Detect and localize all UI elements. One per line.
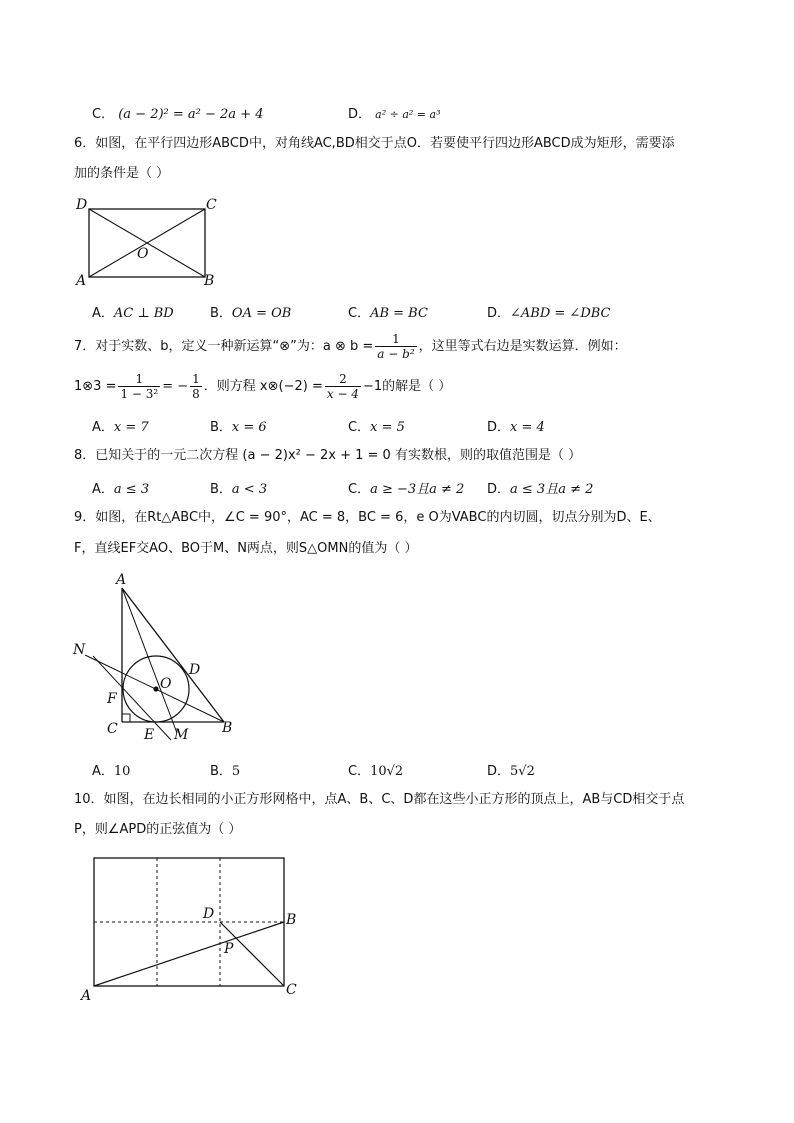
q7-ex-denominator: 1 − 3²	[120, 387, 159, 401]
q7-example-c: ．则方程 x⊗(−2) =	[203, 379, 323, 394]
q6-option-b-text: OA = OB	[231, 306, 292, 321]
q6-option-a-label: A．	[92, 306, 114, 321]
q7-option-b-text: x = 6	[231, 420, 267, 435]
q9-option-d-label: D．	[487, 764, 511, 779]
q8-stem: 8．已知关于的一元二次方程 (a − 2)x² − 2x + 1 = 0 有实数根，则的取值范围是（ ）	[74, 448, 582, 463]
q9-option-c-label: C．	[348, 764, 371, 779]
q8-option-c-label: C．	[348, 482, 371, 497]
q6-option-c-label: C．	[348, 306, 371, 321]
q7-option-c-text: x = 5	[370, 420, 405, 435]
q8-option-b-text: a < 3	[231, 482, 268, 497]
q8-option-d-text: a ≤ 3且a ≠ 2	[510, 482, 594, 497]
q9-label-b: B	[222, 720, 233, 736]
q6-option-b-label: B．	[210, 306, 232, 321]
q10-stem-line-2: P，则∠APD的正弦值为（ ）	[74, 822, 242, 837]
q9-label-a: A	[116, 572, 127, 588]
q9-label-d: D	[189, 662, 201, 678]
q10-grid-border	[94, 858, 284, 986]
q7-example-b: = −	[162, 379, 189, 394]
q6-stem-line-2: 加的条件是（ ）	[74, 166, 170, 181]
q9-stem-line-2: F，直线EF交AO、BO于M、N两点，则S△OMN的值为（ ）	[74, 541, 418, 556]
q9-label-n: N	[73, 642, 86, 658]
q7-ex-numerator: 1	[135, 372, 144, 386]
q6-label-a: A	[76, 273, 87, 289]
q6-option-c-text: AB = BC	[370, 306, 428, 321]
q9-option-a-label: A．	[92, 764, 114, 779]
q9-option-d-text: 5√2	[510, 764, 535, 779]
q10-label-a: A	[81, 988, 92, 1004]
q9-option-b-label: B．	[210, 764, 232, 779]
q7-eq-numerator: 2	[339, 372, 347, 386]
q10-label-p: P	[224, 941, 234, 957]
q10-label-b: B	[286, 912, 297, 928]
q7-example-a: 1⊗3 =	[74, 379, 117, 394]
q10-stem-line-1: 10．如图，在边长相同的小正方形网格中，点A、B、C、D都在这些小正方形的顶点上，AB与CD相交于点	[74, 792, 685, 807]
q5-option-d-expr: a² ÷ a² = a³	[375, 108, 441, 121]
q5-option-c-expr: (a − 2)² = a² − 2a + 4	[118, 107, 264, 122]
q6-stem-line-1: 6．如图，在平行四边形ABCD中，对角线AC,BD相交于点O．若要使平行四边形ABCD成为矩形，需要添	[74, 136, 675, 151]
q5-option-d-label: D．	[348, 107, 372, 122]
q10-segment-ab	[94, 922, 284, 986]
q6-label-b: B	[204, 273, 215, 289]
q7-eq-denominator: x − 4	[326, 387, 359, 401]
q6-label-o: O	[137, 246, 149, 262]
q9-label-e: E	[144, 727, 155, 743]
q8-option-b-label: B．	[210, 482, 232, 497]
q9-label-m: M	[174, 727, 189, 743]
q5-option-c-label: C．	[92, 107, 115, 122]
q7-ex-denominator-2: 8	[192, 387, 200, 401]
q9-option-b-text: 5	[231, 764, 241, 779]
q8-option-d-label: D．	[487, 482, 511, 497]
q6-label-c: C	[206, 197, 217, 213]
q10-label-d: D	[203, 906, 215, 922]
q6-label-d: D	[76, 197, 88, 213]
q7-ex-numerator-2: 1	[192, 372, 200, 386]
q7-def-denominator: a − b²	[377, 347, 415, 361]
q7-stem-a: 7．对于实数、b，定义一种新运算“⊗”为：a ⊗ b =	[74, 339, 374, 354]
q7-option-d-text: x = 4	[510, 420, 545, 435]
q10-label-c: C	[286, 982, 297, 998]
q7-example-d: −1的解是（ ）	[362, 379, 452, 394]
q6-option-a-text: AC ⊥ BD	[113, 306, 174, 321]
q9-label-c: C	[107, 721, 118, 737]
q9-option-c-text: 10√2	[370, 764, 404, 779]
q9-label-o: O	[160, 676, 172, 692]
q7-option-c-label: C．	[348, 420, 371, 435]
q9-stem-line-1: 9．如图，在Rt△ABC中，∠C = 90°，AC = 8，BC = 6，e O为VABC的内切圆，切点分别为D、E、	[74, 510, 661, 525]
q6-option-d-text: ∠ABD = ∠DBC	[510, 306, 611, 321]
q8-option-c-text: a ≥ −3且a ≠ 2	[370, 482, 465, 497]
q7-option-a-label: A．	[92, 420, 114, 435]
q8-option-a-label: A．	[92, 482, 114, 497]
q7-def-numerator: 1	[392, 332, 400, 346]
q9-option-a-text: 10	[113, 764, 131, 779]
q7-stem-b: ，这里等式右边是实数运算．例如：	[418, 339, 627, 354]
q7-option-b-label: B．	[210, 420, 232, 435]
q8-option-a-text: a ≤ 3	[113, 482, 150, 497]
q6-option-d-label: D．	[487, 306, 511, 321]
q7-option-a-text: x = 7	[113, 420, 149, 435]
q7-option-d-label: D．	[487, 420, 511, 435]
q9-label-f: F	[107, 691, 117, 707]
